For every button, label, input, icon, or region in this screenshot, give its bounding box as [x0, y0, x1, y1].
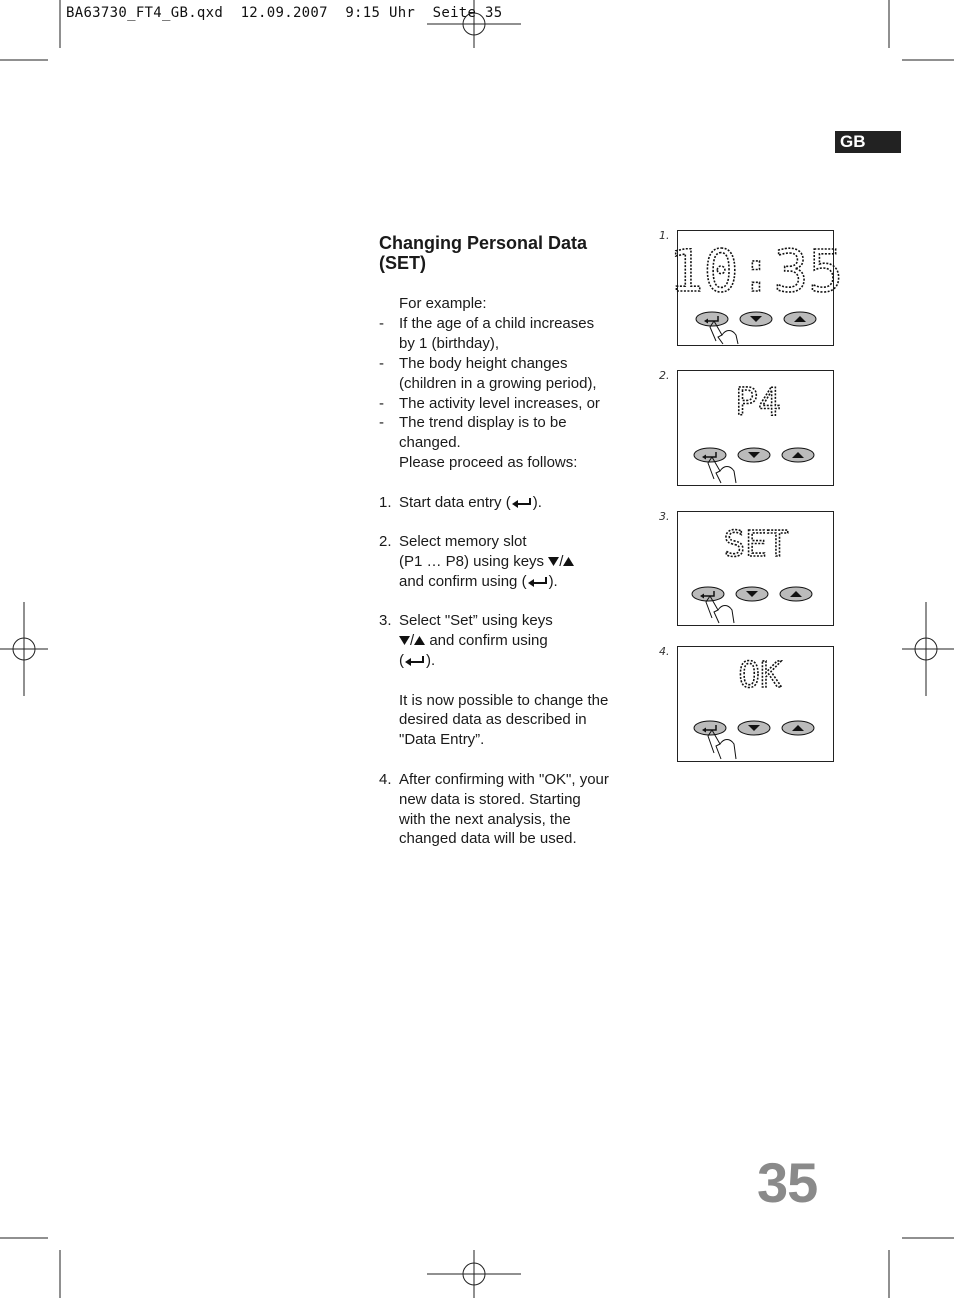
display-panel-1 [668, 230, 844, 346]
list-item: - The activity level increases, or [379, 394, 600, 412]
registration-mark-icon [427, 1250, 521, 1298]
enter-key-icon [404, 655, 426, 667]
registration-mark-icon [0, 602, 48, 696]
display-panel-4 [677, 646, 834, 762]
lcd-readout: OK [738, 655, 782, 696]
intro-lead: For example: [399, 295, 487, 312]
print-slug: BA63730_FT4_GB.qxd 12.09.2007 9:15 Uhr Seite 35 [66, 5, 503, 21]
section-title: Changing Personal Data (SET) [379, 233, 588, 273]
up-arrow-icon [414, 635, 425, 646]
list-item: - The trend display is to be changed. [379, 414, 567, 452]
device-buttons [692, 587, 812, 601]
page-number: 35 [757, 1151, 818, 1214]
device-buttons [696, 312, 816, 326]
display-panel-3 [677, 511, 834, 626]
lcd-readout: 10:35 [668, 237, 844, 305]
step-3: 3. Select "Set” using keys / and confirm using ( ). [379, 612, 553, 670]
device-buttons [694, 448, 814, 462]
step-4: 4. After confirming with "OK", your new data is stored. Starting with the next analysis, the changed data will be used. [379, 770, 609, 848]
step-3-note: It is now possible to change the desired data as described in "Data Entry”. [399, 691, 609, 749]
figure-label-2: 2. [659, 369, 670, 382]
step-2: 2. Select memory slot (P1 … P8) using keys / and confirm using ( ). [379, 532, 609, 592]
step-1: 1. Start data entry ( ). [379, 493, 542, 511]
registration-mark-icon [902, 602, 954, 696]
figure-label-1: 1. [659, 229, 670, 242]
lcd-display [678, 512, 833, 625]
intro-tail: Please proceed as follows: [399, 454, 578, 472]
lcd-display [678, 371, 833, 485]
instructions-body [379, 294, 609, 849]
language-tab: GB [835, 131, 901, 153]
down-arrow-icon [548, 556, 559, 567]
enter-key-icon [511, 497, 533, 509]
lcd-display [678, 647, 833, 761]
figure-label-3: 3. [659, 510, 670, 523]
lcd-readout: SET [723, 524, 789, 565]
lcd-readout: P4 [735, 380, 781, 424]
figure-label-4: 4. [659, 645, 670, 658]
device-buttons [694, 721, 814, 735]
enter-key-icon [527, 576, 549, 588]
lcd-display [668, 231, 844, 345]
up-arrow-icon [563, 556, 574, 567]
down-arrow-icon [399, 635, 410, 646]
list-item: - The body height changes (children in a growing period), [379, 354, 597, 392]
list-item: - If the age of a child increases by 1 (birthday), [379, 314, 595, 352]
display-panel-2 [677, 370, 834, 486]
